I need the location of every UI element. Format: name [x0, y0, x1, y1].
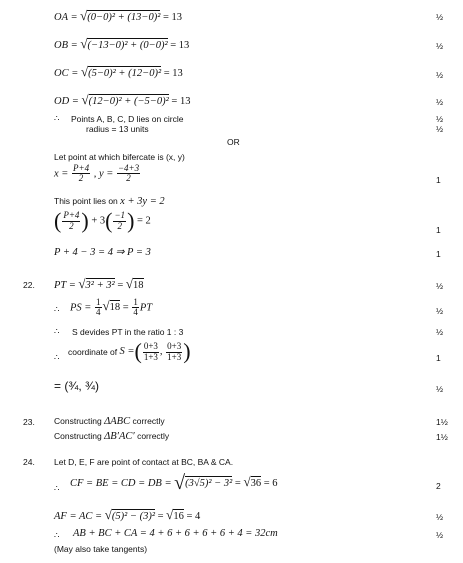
- sub-rhs: = 2: [137, 215, 151, 227]
- af-equation: [54, 507, 200, 523]
- construct-end-2: correctly: [137, 431, 170, 441]
- therefore-symbol: ∴: [54, 304, 60, 314]
- therefore-symbol: ∴: [54, 483, 60, 493]
- mark-ps: ½: [436, 306, 444, 316]
- bifercate-text: Let point at which bifercate is (x, y): [54, 152, 185, 162]
- s-eq-label: S =: [119, 346, 135, 358]
- ps-equation: [70, 298, 152, 318]
- mark-xy: 1: [436, 175, 441, 185]
- mark-oa: ½: [436, 12, 444, 22]
- mark-ob: ½: [436, 41, 444, 51]
- pt-eq: =: [117, 280, 124, 291]
- sub-numerator-2: −1: [114, 210, 126, 221]
- oc-radicand: (5−0)² + (12−0)²: [88, 68, 162, 79]
- pt-radical: √3² + 3²: [78, 276, 115, 291]
- af-mid: =: [157, 511, 164, 522]
- oc-lhs: OC: [54, 68, 69, 79]
- s-equation: S =( $\frac{0+3}{1+3}$ , $\frac{0+3}{1+3}$ ): [119, 339, 191, 364]
- mark-construct-2: 1½: [436, 432, 448, 442]
- mark-pt: ½: [436, 281, 444, 291]
- s-denominator-1: 1+3: [143, 351, 158, 362]
- cf-equation: [70, 472, 278, 495]
- y-denominator: 2: [117, 173, 140, 183]
- question-number-23: 23.: [23, 417, 35, 427]
- ps-lhs: PS =: [70, 302, 92, 314]
- od-lhs: OD: [54, 96, 70, 107]
- lies-on-line: [54, 196, 165, 207]
- ps-eq: =: [122, 302, 129, 314]
- oa-lhs: OA: [54, 12, 68, 23]
- ob-equation: OB = √(−13−0)² + (0−0)² = 13: [54, 36, 190, 51]
- construct-line-1: [54, 416, 165, 427]
- therefore-symbol: ∴: [54, 326, 60, 336]
- radius-text: radius = 13 units: [86, 124, 149, 134]
- ps-radicand: 18: [109, 302, 121, 314]
- y-eq-label: , y =: [93, 168, 114, 180]
- therefore-symbol: ∴: [54, 113, 60, 123]
- od-radicand: (12−0)² + (−5−0)²: [88, 96, 169, 107]
- oa-rhs: = 13: [162, 12, 183, 23]
- cf-mid: =: [234, 477, 241, 489]
- oc-radical: √(5−0)² + (12−0)²: [80, 64, 162, 79]
- tangents-note: (May also take tangents): [54, 544, 148, 554]
- pt-radical-2: √18: [125, 276, 144, 291]
- sub-middle: + 3: [91, 215, 106, 227]
- cf-radicand: (3√5)² − 3²: [185, 477, 233, 489]
- ps-end: PT: [139, 302, 153, 314]
- ob-radical: √(−13−0)² + (0−0)²: [80, 36, 168, 51]
- sub-denominator-2: 2: [113, 221, 126, 231]
- ps-denominator: 4: [96, 307, 101, 318]
- mark-af: ½: [436, 512, 444, 522]
- construct-label-2: Constructing: [54, 431, 102, 441]
- af-rhs: = 4: [186, 511, 201, 522]
- ob-radicand: (−13−0)² + (0−0)²: [87, 40, 168, 51]
- ob-rhs: = 13: [170, 40, 190, 51]
- q24-intro: Let D, E, F are point of contact at BC, BA & CA.: [54, 457, 234, 467]
- af-radical-2: √16: [166, 507, 184, 522]
- lies-on-equation: x + 3y = 2: [120, 196, 165, 207]
- ps-numerator: 1: [96, 297, 101, 307]
- construct-end-1: correctly: [132, 416, 165, 426]
- therefore-symbol: ∴: [54, 352, 60, 362]
- oc-rhs: = 13: [163, 68, 183, 79]
- coordinate-text: coordinate of: [68, 347, 118, 357]
- mark-points: ½: [436, 114, 444, 124]
- or-label: OR: [227, 137, 240, 147]
- cf-root: 36: [250, 477, 262, 489]
- s-answer: = (¾, ¾): [54, 379, 100, 393]
- mark-p-result: 1: [436, 249, 441, 259]
- s-numerator-1: 0+3: [143, 341, 158, 352]
- triangle-abc: ΔABC: [104, 416, 131, 427]
- y-numerator: −4+3: [117, 163, 140, 173]
- pt-equation: [54, 276, 144, 292]
- x-denominator: 2: [72, 173, 90, 183]
- xy-equations: [54, 164, 141, 184]
- af-radical: √(5)² − (3)²: [104, 507, 155, 522]
- mark-od: ½: [436, 97, 444, 107]
- construct-label-1: Constructing: [54, 416, 102, 426]
- substitution-equation: ( $\frac{P+4}{2}$ ) + 3( $\frac{-1}{2}$ ) = 2: [54, 208, 151, 233]
- question-number-24: 24.: [23, 457, 35, 467]
- cf-radical: √(3√5)² − 3²: [174, 472, 233, 494]
- mark-cf: 2: [436, 481, 441, 491]
- x-eq-label: x =: [54, 168, 69, 180]
- ps-numerator-2: 1: [133, 297, 138, 307]
- mark-sum: ½: [436, 530, 444, 540]
- cf-rhs: = 6: [263, 477, 278, 489]
- s-denominator-2: 1+3: [167, 351, 182, 362]
- oa-radicand: (0−0)² + (13−0)²: [87, 12, 161, 23]
- ps-denominator-2: 4: [133, 307, 138, 318]
- oc-equation: OC = √(5−0)² + (12−0)² = 13: [54, 64, 183, 79]
- question-number-22: 22.: [23, 280, 35, 290]
- therefore-symbol: ∴: [54, 530, 60, 540]
- af-radicand: (5)² − (3)²: [111, 511, 155, 522]
- cf-lhs: CF = BE = CD = DB =: [70, 477, 172, 489]
- mark-answer: ½: [436, 384, 444, 394]
- cf-radical-2: √36: [243, 473, 262, 489]
- pt-lhs: PT =: [54, 280, 76, 291]
- points-text: Points A, B, C, D lies on circle: [71, 114, 184, 124]
- ratio-text: S devides PT in the ratio 1 : 3: [72, 327, 184, 337]
- oa-equation: OA = √(0−0)² + (13−0)² = 13: [54, 8, 183, 23]
- mark-oc: ½: [436, 70, 444, 80]
- af-lhs: AF = AC =: [54, 511, 103, 522]
- x-numerator: P+4: [73, 163, 90, 173]
- mark-coordinate: 1: [436, 353, 441, 363]
- p-result: P + 4 − 3 = 4 ⇒ P = 3: [54, 247, 151, 258]
- construct-line-2: [54, 431, 169, 442]
- ob-lhs: OB: [54, 40, 68, 51]
- pt-value: 18: [133, 280, 144, 291]
- coordinate-line: [68, 341, 191, 363]
- od-radical: √(12−0)² + (−5−0)²: [81, 92, 169, 107]
- s-numerator-2: 0+3: [167, 341, 182, 352]
- od-equation: OD = √(12−0)² + (−5−0)² = 13: [54, 92, 191, 107]
- mark-radius: ½: [436, 124, 444, 134]
- mark-construct-1: 1½: [436, 417, 448, 427]
- pt-radicand: 3² + 3²: [85, 280, 115, 291]
- mark-ratio: ½: [436, 327, 444, 337]
- af-root: 16: [173, 511, 184, 522]
- oa-radical: √(0−0)² + (13−0)²: [80, 8, 161, 23]
- triangle-bac: ΔB′AC′: [104, 431, 135, 442]
- sub-denominator-1: 2: [62, 221, 80, 231]
- sub-numerator-1: P+4: [63, 210, 80, 221]
- lies-on-text: This point lies on: [54, 196, 118, 206]
- ps-radical: √18: [102, 298, 121, 314]
- perimeter-sum: AB + BC + CA = 4 + 6 + 6 + 6 + 6 + 4 = 32cm: [73, 528, 278, 539]
- mark-substitution: 1: [436, 225, 441, 235]
- od-rhs: = 13: [171, 96, 191, 107]
